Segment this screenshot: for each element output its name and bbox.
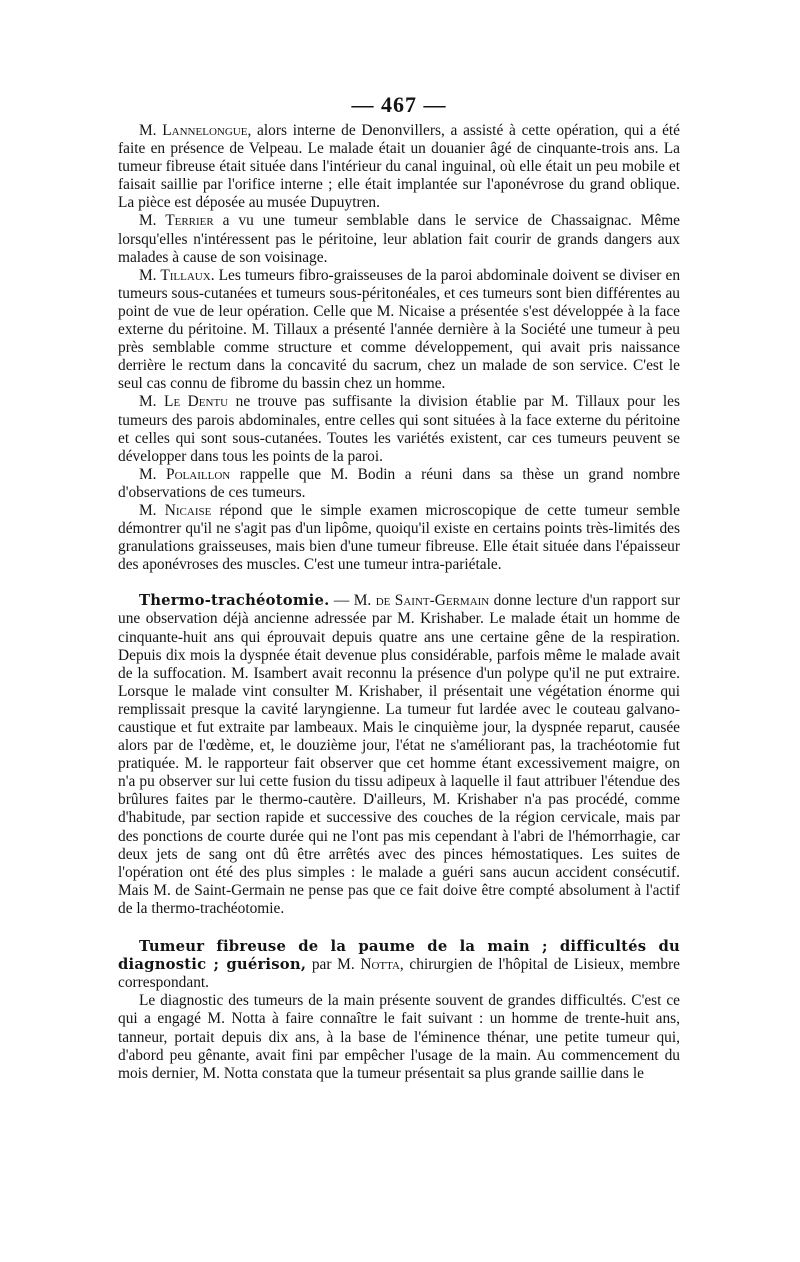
paragraph-text: rappelle que M. Bodin a réuni dans sa thèse un grand nombre d'observations de ces tumeurs. — [118, 465, 680, 501]
section-heading: Tumeur fibreuse de la paume de la main ; difficultés du diagnostic ; guérison, — [118, 938, 680, 974]
paragraph — [118, 212, 680, 266]
paragraph-text: ne trouve pas suffisante la division établie par M. Tillaux pour les tumeurs des parois abdominales, entre celles qui sont situées à la face externe du péritoine et celles qui sont sous-cutanées. Toutes les variétés existent, car ces tumeurs peuvent se développer dans tous les points de la paroi. — [118, 393, 681, 465]
section-text: donne lecture d'un rapport sur une observation déjà ancienne adressée par M. Krishaber. Le malade était un homme de cinquante-huit ans qui éprouvait depuis quatre ans une certaine gêne de la respiration. Depuis dix mois la dyspnée était devenue plus considérable, parfois même le malade avait de la suffocation. M. Isambert avait reconnu la présence d'un polype qu'il ne put extraire. Lorsque le malade vint consulter M. Krishaber, il présentait une végétation énorme qui remplissait presque la cavité laryngienne. La tumeur fut lardée avec le couteau galvano-caustique et fut extraite par lambeaux. Mais le cinquième jour, la dyspnée reparut, causée alors par de l'œdème, et, le douzième jour, l'état ne s'améliorant pas, la trachéotomie fut pratiquée. M. le rapporteur fait observer que cet homme étant excessivement maigre, on n'a pu observer sur lui cette fusion du tissu adipeux à laquelle il faut attribuer l'étendue des brûlures faites par le thermo-cautère. D'ailleurs, M. Krishaber n'a pas procédé, comme d'habitude, par section rapide et successive des couches de la région cervicale, mais par des ponctions de courte durée qui ne l'ont pas mis cependant à l'abri de l'hémorrhagie, car deux jets de sang ont dû être arrêtés avec des pinces hémostatiques. Les suites de l'opération ont été des plus simples : le malade a guéri sans aucun accident consécutif. Mais M. de Saint-Germain ne pense pas que ce fait doive être compté absolument à l'actif de la thermo-trachéotomie. — [118, 592, 680, 917]
section-text: , chirurgien de l'hôpital de Lisieux, membre correspondant. — [118, 956, 680, 992]
section-thermo-tracheotomie — [118, 592, 680, 918]
section-body: Le diagnostic des tumeurs de la main présente souvent de grandes difficultés. C'est ce qui a engagé M. Notta à faire connaître le fait suivant : un homme de trente-huit ans, tanneur, portait depuis dix ans, à la base de l'éminence thénar, une petite tumeur qui, d'abord peu gênante, avait fini par empêcher l'usage de la main. Au commencement du mois dernier, M. Notta constata que la tumeur présentait sa plus grande saillie dans le — [118, 992, 680, 1082]
speaker-name: M. Nicaise — [139, 501, 212, 519]
section-paragraph — [118, 938, 680, 992]
speaker-name: de Saint-Germain — [375, 592, 490, 610]
section-paragraph — [118, 592, 680, 918]
speaker-name: M. Tillaux — [139, 266, 211, 284]
speaker-name: Notta — [360, 956, 400, 974]
paragraph-text: a vu une tumeur semblable dans le service de Chassaignac. Même lorsqu'elles n'intéressent pas le péritoine, leur ablation fait courir de grands dangers aux malades à cause de son voisinage. — [118, 212, 681, 266]
paragraph-text: . Les tumeurs fibro-graisseuses de la paroi abdominale doivent se diviser en tumeurs sous-cutanées et tumeurs sous-péritonéales, et ces tumeurs sont bien différentes au point de vue de leur opération. Celle que M. Nicaise a présentée s'est développée à la face externe du péritoine. M. Tillaux a présenté l'année dernière à la Société une tumeur à peu près semblable comme structure et comme développement, qui avait pris naissance derrière le rectum dans la concavité du sacrum, chez un malade de son service. C'est le seul cas connu de fibrome du bassin chez un homme. — [118, 266, 681, 393]
paragraph-text: répond que le simple examen microscopique de cette tumeur semble démontrer qu'il ne s'agit pas d'un lipôme, quoiqu'il existe en certains points très-limités des granulations graisseuses, mais bien d'une tumeur fibreuse. Elle était située dans l'épaisseur des aponévroses des muscles. C'est une tumeur intra-pariétale. — [118, 501, 680, 574]
section-heading: Thermo-trachéotomie. — [139, 592, 330, 610]
paragraph — [118, 122, 680, 212]
document-page — [118, 92, 680, 1083]
paragraph — [118, 502, 680, 574]
paragraph — [118, 466, 680, 502]
speaker-name: M. Lannelongue — [139, 122, 248, 139]
page-number: — 467 — — [351, 92, 447, 117]
section-tumeur-fibreuse — [118, 938, 680, 1083]
discussion-block — [118, 122, 680, 574]
speaker-name: M. Polaillon — [139, 465, 231, 483]
paragraph — [118, 267, 680, 394]
paragraph-text: , alors interne de Denonvillers, a assisté à cette opération, qui a été faite en présence de Velpeau. Le malade était un douanier âgé de cinquante-trois ans. La tumeur fibreuse était située dans l'intérieur du canal inguinal, où elle était un peu mobile et faisait saillie par l'orifice interne ; elle était implantée sur l'aponévrose du grand oblique. La pièce est déposée au musée Dupuytren. — [118, 122, 681, 212]
speaker-name: M. Le Dentu — [139, 393, 229, 411]
speaker-name: M. Terrier — [139, 212, 214, 230]
section-lead: par M. — [306, 956, 361, 974]
paragraph — [118, 393, 680, 465]
section-lead: — M. — [329, 592, 376, 610]
